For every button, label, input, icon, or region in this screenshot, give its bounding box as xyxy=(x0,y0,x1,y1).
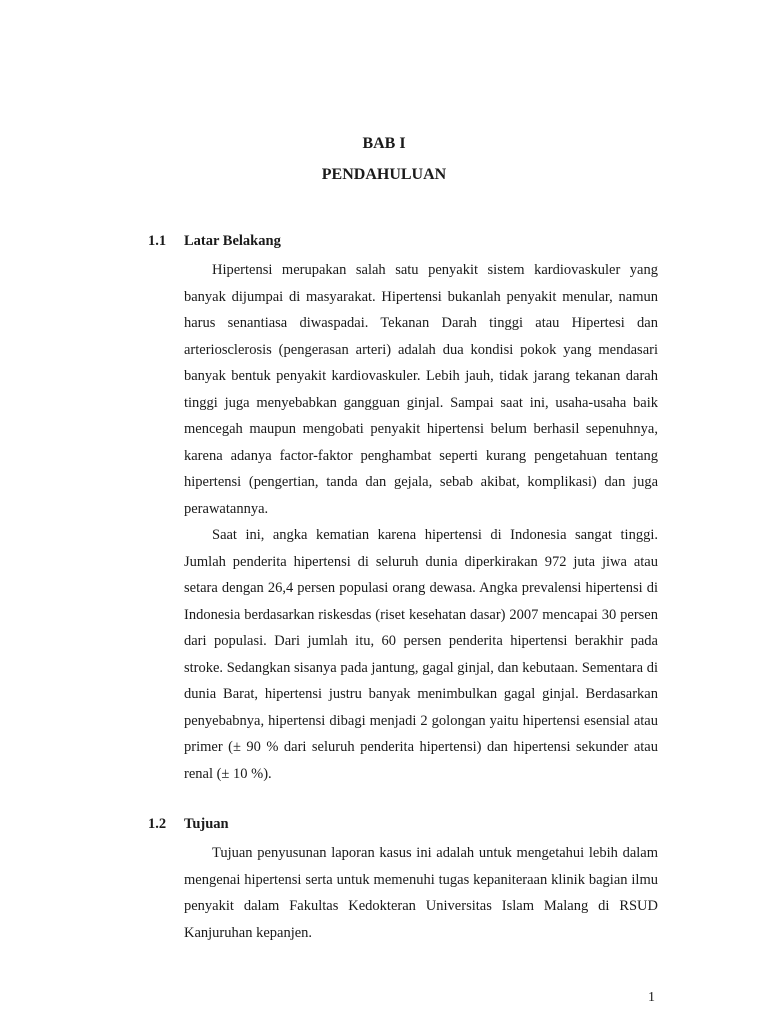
paragraph: Saat ini, angka kematian karena hipertensi di Indonesia sangat tinggi. Jumlah penderita hipertensi di seluruh dunia diperkirakan 972 juta jiwa atau setara dengan 26,4 persen populasi orang dewasa. Angka prevalensi hipertensi di Indonesia berdasarkan riskesdas (riset kesehatan dasar) 2007 mencapai 30 persen dari populasi. Dari jumlah itu, 60 persen penderita hipertensi berakhir pada stroke. Sedangkan sisanya pada jantung, gagal ginjal, dan kebutaan. Sementara di dunia Barat, hipertensi justru banyak menimbulkan gagal ginjal. Berdasarkan penyebabnya, hipertensi dibagi menjadi 2 golongan yaitu hipertensi esensial atau primer (± 90 % dari seluruh penderita hipertensi) dan hipertensi sekunder atau renal (± 10 %). xyxy=(184,527,658,782)
page-number: 1 xyxy=(648,990,655,1005)
section-number: 1.1 xyxy=(148,233,167,249)
section-body-tujuan xyxy=(184,840,658,946)
section-title: Tujuan xyxy=(184,816,229,832)
paragraph: Hipertensi merupakan salah satu penyakit sistem kardiovaskuler yang banyak dijumpai di masyarakat. Hipertensi bukanlah penyakit menular, namun harus senantiasa diwaspadai. Tekanan Darah tinggi atau Hipertesi dan arteriosclerosis (pengerasan arteri) adalah dua kondisi pokok yang mendasari banyak bentuk penyakit kardiovaskuler. Lebih jauh, tidak jarang tekanan darah tinggi juga menyebabkan gangguan ginjal. Sampai saat ini, usaha-usaha baik mencegah maupun mengobati penyakit hipertensi belum berhasil sepenuhnya, karena adanya factor-faktor penghambat seperti kurang pengetahuan tentang hipertensi (pengertian, tanda dan gejala, sebab akibat, komplikasi) dan juga perawatannya. xyxy=(184,262,658,517)
chapter-number: BAB I xyxy=(362,135,406,152)
chapter-title: PENDAHULUAN xyxy=(321,166,447,183)
section-number: 1.2 xyxy=(148,816,167,832)
section-heading-latar-belakang xyxy=(148,233,281,250)
section-heading-tujuan xyxy=(148,816,229,833)
section-title: Latar Belakang xyxy=(184,233,281,249)
paragraph: Tujuan penyusunan laporan kasus ini adalah untuk mengetahui lebih dalam mengenai hipertensi serta untuk memenuhi tugas kepaniteraan klinik bagian ilmu penyakit dalam Fakultas Kedokteran Universitas Islam Malang di RSUD Kanjuruhan kepanjen. xyxy=(184,845,658,941)
section-body-latar-belakang xyxy=(184,257,658,787)
